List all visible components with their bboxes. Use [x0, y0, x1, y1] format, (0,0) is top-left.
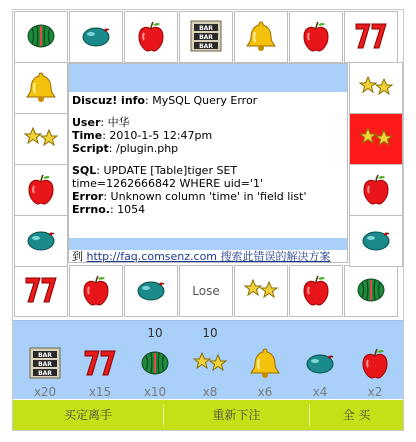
bet-multiplier: x8: [202, 385, 218, 399]
apple-icon: [78, 272, 114, 311]
board-cell-top-5: [289, 11, 343, 63]
board-cell-left-0: [14, 62, 68, 114]
apple-icon: [23, 171, 59, 210]
board-cell-right-0: [349, 62, 403, 114]
bell-icon: [247, 345, 283, 381]
board-cell-right-1: [349, 113, 403, 165]
error-title-text: : MySQL Query Error: [145, 94, 258, 107]
star-icon: [23, 120, 59, 159]
board-cell-top-3: [179, 11, 233, 63]
board-cell-top-1: [69, 11, 123, 63]
script-label: Script: [72, 142, 109, 155]
board-cell-top-0: [14, 11, 68, 63]
bet-slot-plum[interactable]: [296, 321, 344, 399]
bet-count: 10: [147, 326, 163, 340]
star-icon: [192, 345, 228, 381]
time-value: : 2010-1-5 12:47pm: [102, 129, 213, 142]
sql-label: SQL: [72, 164, 97, 177]
buy-button[interactable]: 买定离手: [63, 408, 112, 422]
board-cell-bottom-2: [124, 265, 178, 317]
watermelon-icon: [353, 272, 389, 311]
error-link-suffix[interactable]: 搜索此错误的解决方案: [217, 250, 331, 263]
lose-cell: Lose: [179, 265, 233, 317]
board-cell-left-1: [14, 113, 68, 165]
error-value: : Unknown column 'time' in 'field list': [103, 190, 307, 203]
bet-multiplier: x15: [88, 385, 112, 399]
error-header-bar: [69, 64, 347, 92]
board-cell-bottom-1: [69, 265, 123, 317]
bet-slot-bar[interactable]: [21, 321, 69, 399]
user-label: User: [72, 116, 101, 129]
reset-bet-button[interactable]: 重新下注: [212, 408, 261, 422]
board-cell-bottom-0: [14, 265, 68, 317]
error-link-prefix: 到: [72, 250, 87, 263]
bet-multiplier: x20: [33, 385, 57, 399]
buy-all-button[interactable]: 全 买: [342, 408, 371, 422]
apple-icon: [133, 18, 169, 57]
board-cell-bottom-5: [289, 265, 343, 317]
bet-slot-apple[interactable]: [351, 321, 399, 399]
sql-value: : UPDATE [Table]tiger SET time=1262666842 WHERE uid='1': [72, 164, 264, 190]
plum-icon: [302, 345, 338, 381]
errno-label: Errno.: [72, 203, 110, 216]
board-cell-right-2: [349, 164, 403, 216]
watermelon-icon: [23, 18, 59, 57]
svg-text:BAR: BAR: [38, 370, 52, 377]
bet-slot-watermelon[interactable]: [131, 321, 179, 399]
board-cell-bottom-4: [234, 265, 288, 317]
svg-text:BAR: BAR: [38, 361, 52, 368]
bet-slot-seven[interactable]: [76, 321, 124, 399]
svg-text:BAR: BAR: [38, 352, 52, 359]
seven-icon: [23, 272, 59, 311]
error-link-line: [72, 250, 348, 263]
apple-icon: [357, 345, 393, 381]
bell-icon: [243, 18, 279, 57]
seven-icon: [353, 18, 389, 57]
error-label: Error: [72, 190, 104, 203]
watermelon-icon: [137, 345, 173, 381]
apple-icon: [298, 18, 334, 57]
error-title: [72, 94, 344, 107]
apple-icon: [358, 171, 394, 210]
errno-value: : 1054: [109, 203, 146, 216]
svg-text:BAR: BAR: [199, 24, 213, 32]
star-icon: [243, 272, 279, 311]
bet-panel: [13, 320, 403, 399]
script-value: : /plugin.php: [108, 142, 179, 155]
action-bar: [13, 400, 403, 430]
star-icon: [358, 69, 394, 108]
bet-multiplier: x4: [312, 385, 328, 399]
bar-icon: [188, 18, 224, 57]
board-cell-top-4: [234, 11, 288, 63]
plum-icon: [133, 272, 169, 311]
error-detail: [72, 164, 344, 216]
board-cell-right-3: [349, 215, 403, 267]
bet-multiplier: x10: [143, 385, 167, 399]
board-cell-top-6: [344, 11, 398, 63]
board-cell-bottom-6: [344, 265, 398, 317]
bet-slot-star[interactable]: [186, 321, 234, 399]
user-value: : 中华: [100, 116, 130, 129]
bar-icon: [27, 345, 63, 381]
plum-icon: [358, 222, 394, 261]
error-footer-bar: [69, 238, 347, 250]
svg-text:BAR: BAR: [199, 42, 213, 50]
seven-icon: [82, 345, 118, 381]
bell-icon: [23, 69, 59, 108]
error-title-label: Discuz! info: [72, 94, 145, 107]
board-cell-top-2: [124, 11, 178, 63]
svg-text:BAR: BAR: [199, 33, 213, 41]
bet-multiplier: x6: [257, 385, 273, 399]
bet-multiplier: x2: [367, 385, 383, 399]
bet-slot-bell[interactable]: [241, 321, 289, 399]
faq-link[interactable]: http://faq.comsenz.com: [86, 250, 218, 263]
error-meta: [72, 116, 344, 155]
apple-icon: [298, 272, 334, 311]
slot-machine: [13, 10, 403, 430]
board-cell-left-3: [14, 215, 68, 267]
time-label: Time: [72, 129, 103, 142]
error-panel: [68, 63, 348, 263]
plum-icon: [78, 18, 114, 57]
board-cell-left-2: [14, 164, 68, 216]
bet-count: 10: [202, 326, 218, 340]
plum-icon: [23, 222, 59, 261]
star-icon: [358, 120, 394, 159]
